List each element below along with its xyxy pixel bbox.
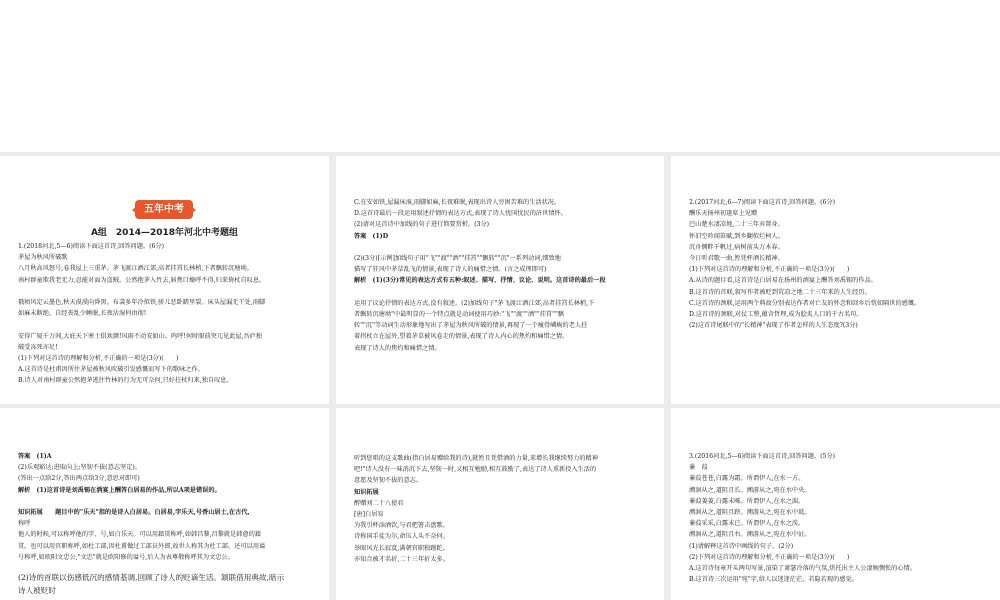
text-line: 如麻未断绝。自经丧乱少睡眠,长夜沾湿何由彻! bbox=[18, 310, 147, 318]
text-line: 蒹葭苍苍,白露为霜。所谓伊人,在水一方。 bbox=[689, 475, 805, 483]
page-4 bbox=[0, 408, 329, 600]
text-line: (1)下列对这首诗的理解和分析,不正确的一项是(3分)( ) bbox=[689, 266, 850, 274]
text-line: (2)乐观豁达;进取向上;坚韧不拔(意志坚定)。 bbox=[18, 464, 141, 472]
text-line: B.这首诗的首联,叙写作者被贬到荒凉之地二十三年来的人生经历。 bbox=[689, 288, 871, 296]
text-line: 称呼 bbox=[18, 520, 31, 528]
text-line: A.这首诗每章开头两句写景,渲染了萧瑟冷落的气氛,烘托出主人公凄婉惆怅的心情。 bbox=[689, 565, 916, 572]
blank-page-area bbox=[0, 0, 1000, 152]
text-line: D.这首诗最后一段运用叙述抒情的表达方式,表现了诗人忧国忧民的济世情怀。 bbox=[354, 210, 567, 218]
text-line: D.这首诗的颈联,对仗工整,蕴含哲理,成为脍炙人口的千古名句。 bbox=[689, 311, 863, 318]
section-heading: A组 2014—2018年河北中考题组 bbox=[90, 228, 239, 238]
text-line: 举眼风光长寂寞,满朝官职独蹉跎。 bbox=[354, 544, 449, 552]
text-line: 3.(2016河北,5—6)阅读下面这首诗,回答问题。(5分) bbox=[689, 453, 836, 460]
text-line: 蒹葭采采,白露未已。所谓伊人,在水之涘。 bbox=[689, 520, 805, 528]
page-2 bbox=[336, 156, 664, 404]
text-line: C.这首诗的颈联,运用两个典故分别表达作者对亡友的怀念和回乡后恍如隔世的感慨。 bbox=[689, 299, 921, 307]
text-line: 亦知合被才名折,二十三年折太多。 bbox=[354, 555, 449, 563]
text-line: 破受冻死亦足! bbox=[18, 343, 58, 351]
text-line: B.这首诗三次运用"宛"字,给人以迷迷茫茫、若隐若现的感觉。 bbox=[689, 576, 858, 584]
text-line: 今日听君歌一曲,暂凭杯酒长精神。 bbox=[689, 255, 784, 262]
text-line: 转""沉"等动词生动形象地写出了茅屋为秋风所破的情景,再现了一个瘦骨嶙峋的老人拄 bbox=[354, 322, 588, 330]
page-5 bbox=[336, 408, 664, 600]
text-line: 吧!"诗人没有一味消沉下去,坚韧一时,又相互勉励,相互鼓励了,表达了诗人重新投入生活的 bbox=[354, 466, 597, 474]
text-line: 听到您唱的这支歌曲(指白居易赠给我的诗),就暂且凭借酒的力量,来增长我继续努力的精神 bbox=[354, 455, 598, 462]
text-line: (2)下列对这首诗的理解和分析,不正确的一项是(3分)( ) bbox=[689, 553, 850, 561]
text-line: 沉舟侧畔千帆过,病树前头万木春。 bbox=[689, 243, 784, 251]
text-line: 八月秋高风怒号,卷我屋上三重茅。茅飞渡江洒江郊,高者挂罥长林梢,下者飘转沉塘坳。 bbox=[18, 265, 253, 273]
text-line: 怀旧空吟闻笛赋,到乡翻似烂柯人。 bbox=[689, 232, 784, 240]
text-line: (2)诗的首联以伤感低沉的感情基调,回顾了诗人的贬谪生活。颔联借用典故,暗示 bbox=[18, 573, 285, 582]
text-line: (2)(3分)[示例]加线句子用"飞""渡""洒""挂罥""飘转""沉"一系列动词,细致地 bbox=[354, 255, 561, 262]
text-line: 南村群童欺我老无力,忍能对面为盗贼。公然抱茅入竹去,唇焦口燥呼不得,归来倚杖自叹息。 bbox=[18, 276, 266, 284]
text-line: 1.(2018河北,5—6)阅读下面这首诗,回答问题。(6分) bbox=[18, 243, 165, 250]
page-3 bbox=[671, 156, 1000, 404]
text-line: 茅屋为秋风所破歌 bbox=[18, 254, 68, 262]
text-line: 意愿及坚韧不拔的意志。 bbox=[354, 477, 423, 485]
page-6 bbox=[671, 408, 1000, 600]
text-line: 诗人被贬时 bbox=[18, 586, 56, 595]
text-line: (1)请解释这首诗中画线的句子。(2分) bbox=[689, 542, 794, 550]
text-line: 解析 (1)这首诗是刘禹锡在酒宴上酬答白居易的作品,所以A项是错误的。 bbox=[18, 486, 221, 494]
text-line: 运用了议论抒情的表达方式,没有叙述。(2)加线句子"茅飞渡江洒江郊,高者挂罥长林梢,下 bbox=[354, 299, 595, 307]
section-banner: 五年中考 bbox=[135, 200, 193, 219]
text-line: 解析 (1)(3分)常见的表达方式有五种:叙述、描写、抒情、议论、说明。这首诗的最后一段 bbox=[354, 277, 606, 285]
text-line: [唐]白居易 bbox=[354, 511, 384, 518]
text-line: A.这首诗是杜甫因所住茅屋被秋风吹破引发感慨而写下的歌咏之作。 bbox=[18, 366, 204, 374]
text-line: 醉赠刘二十八使君 bbox=[354, 499, 404, 507]
text-line: 溯洄从之,道阻且跻。溯游从之,宛在水中坻。 bbox=[689, 509, 811, 516]
text-line: B.诗人对南村群童公然抱茅逃往竹林的行为无可奈何,只好拄杖归来,独自叹息。 bbox=[18, 377, 233, 385]
text-line: 酬乐天扬州初逢席上见赠 bbox=[689, 210, 758, 218]
text-line: 号称呼,如欧阳文忠公,"文忠"就是欧阳修的谥号,后人为表尊敬称呼其为文忠公。 bbox=[18, 553, 234, 561]
page-1 bbox=[0, 156, 329, 404]
text-line: (答出一点给2分,答出两点给3分,意思对即可) bbox=[18, 475, 140, 483]
text-line: 为我引杯添酒饮,与君把箸击盘歌。 bbox=[354, 522, 449, 530]
text-line: A.从诗的题目看,这首诗是白居易在扬州的酒宴上酬答刘禹锡的作品。 bbox=[689, 277, 877, 285]
text-line: 安得广厦千万间,大庇天下寒士俱欢颜!风雨不动安如山。呜呼!何时眼前突兀见此屋,吾庐独 bbox=[18, 332, 263, 340]
text-line: 2.(2017河北,6—7)阅读下面这首诗,回答问题。(6分) bbox=[689, 199, 836, 206]
text-line: 巴山楚水凄凉地,二十三年弃置身。 bbox=[689, 221, 784, 229]
text-line: 俄顷风定云墨色,秋天漠漠向昏黑。布衾多年冷似铁,骄儿恶卧踏里裂。床头屋漏无干处,雨脚 bbox=[18, 299, 266, 306]
text-line: (1)下列对这首诗的理解和分析,不正确的一项是(3分)( ) bbox=[18, 355, 179, 362]
text-line: (2)请对这首诗中加线的句子进行简要赏析。(3分) bbox=[354, 221, 490, 229]
text-line: 贯。也可以用官职称呼,如杜工部,因杜甫做过工部员外郎,故世人称其为杜工部。还可以用谥 bbox=[18, 542, 266, 550]
text-line: 表现了诗人的焦灼和痛惜之情。 bbox=[354, 344, 441, 352]
text-line: (2)这首诗尾联中的"长精神"表现了作者怎样的人生态度?(3分) bbox=[689, 322, 858, 330]
text-line: 溯洄从之,道阻且长。溯游从之,宛在水中央。 bbox=[689, 486, 811, 494]
text-line: 答案 (1)A bbox=[18, 453, 52, 460]
text-line: C.在安如铁,屋漏床湿,雨脚如麻,长夜难眠,表现出诗人穷困苦难的生活状况。 bbox=[354, 199, 561, 206]
text-line: 描写了狂风中茅草乱飞的情景,表现了诗人的痛惜之情。(言之成理即可) bbox=[354, 266, 547, 274]
text-line: 蒹 葭 bbox=[689, 464, 708, 472]
text-line: 知识拓展 题目中的"乐天"指的是诗人白居易。白居易,字乐天,号香山居士,在古代, bbox=[18, 509, 250, 516]
text-line: 蒹葭萋萋,白露未晞。所谓伊人,在水之湄。 bbox=[689, 497, 805, 505]
text-line: 诗称国手徒为尔,命压人头不奈何。 bbox=[354, 533, 449, 541]
text-line: 他人的时候,可以称呼他的字、号,如白乐天。可以用籍贯称呼,如韩昌黎,昌黎就是韩愈的籍 bbox=[18, 531, 261, 539]
text-line: 者飘转沉塘坳"中最明显的一个特点就是动词使用巧妙:"飞""渡""洒""挂罥""飘 bbox=[354, 311, 564, 318]
text-line: 答案 (1)D bbox=[354, 232, 389, 240]
text-line: 溯洄从之,道阻且右。溯游从之,宛在水中沚。 bbox=[689, 531, 811, 539]
text-line: 着拐杖立在屋外,望着茅草被风卷走的情景,表现了诗人内心的焦灼和痛惜之情。 bbox=[354, 333, 569, 341]
text-line: 知识拓展 bbox=[354, 488, 379, 496]
